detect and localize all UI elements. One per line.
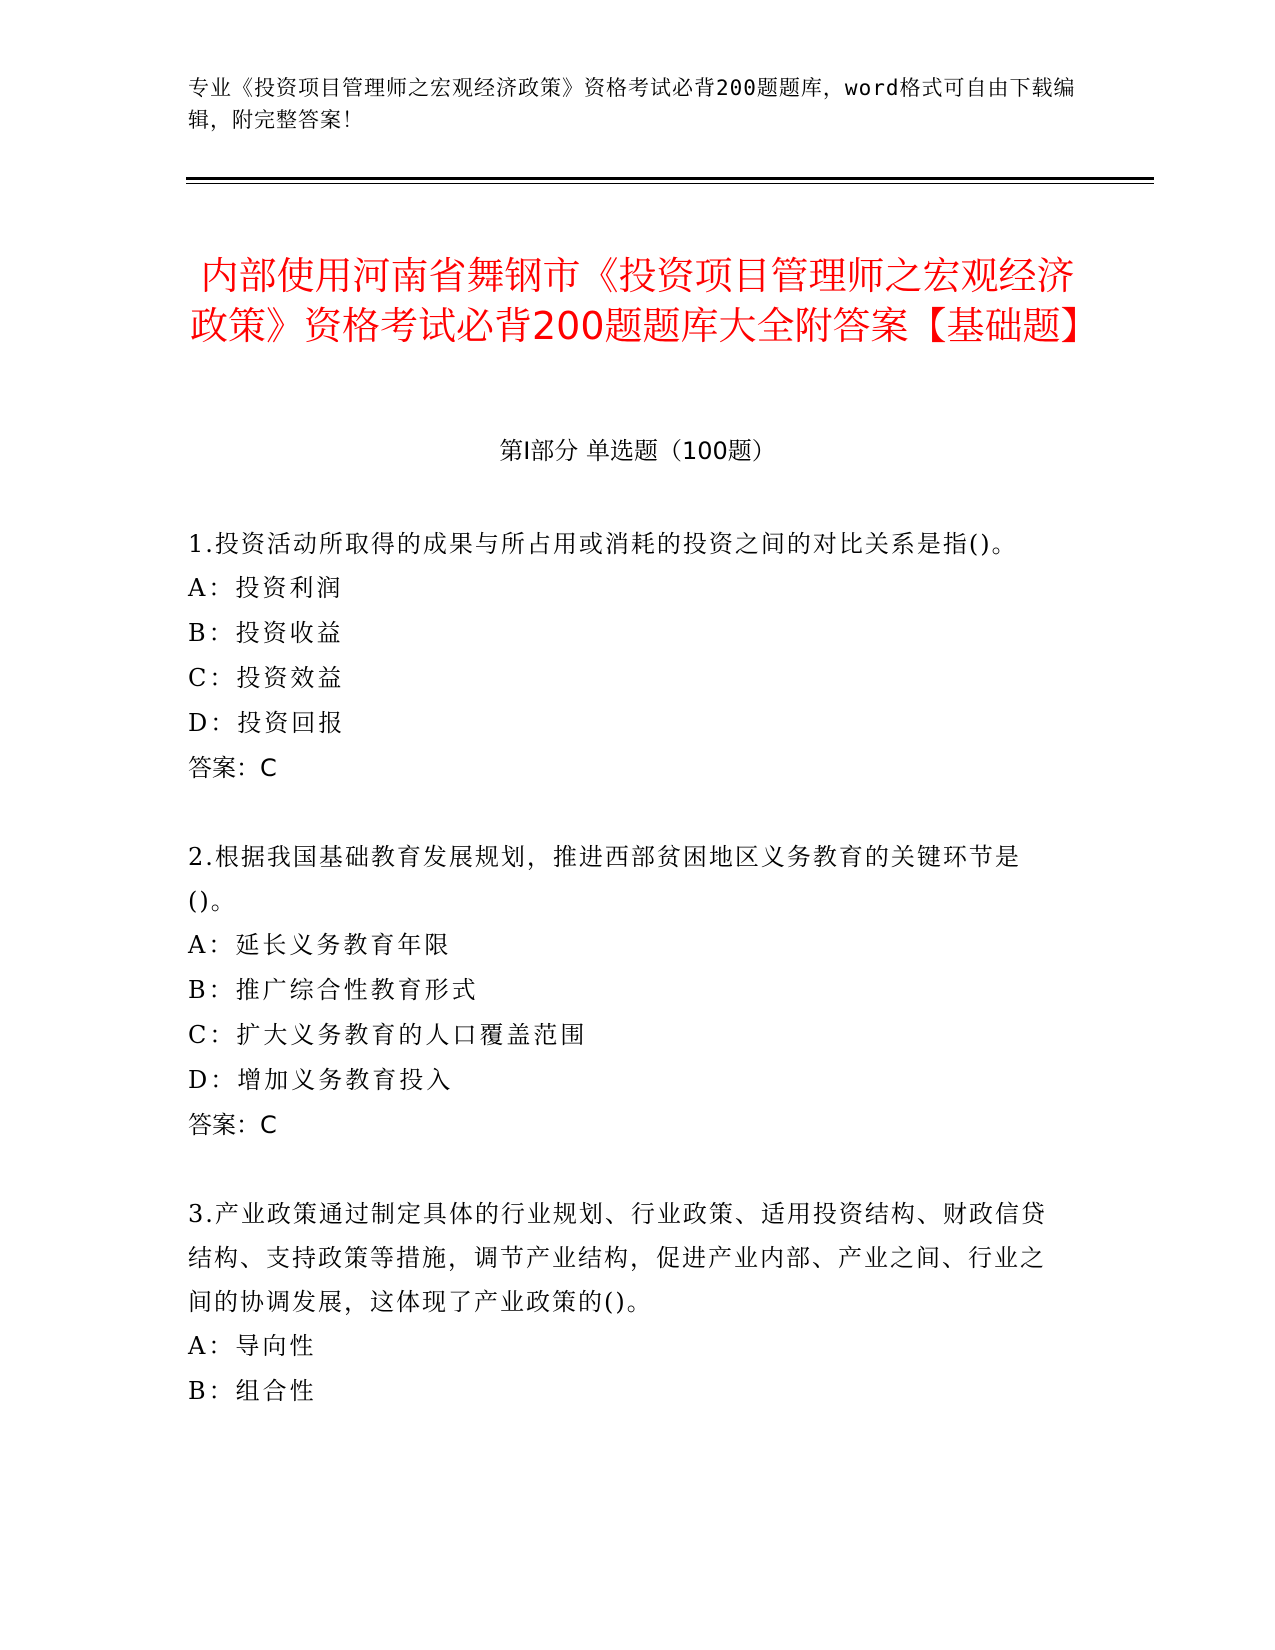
option-b: B：组合性 [188,1377,317,1405]
header-divider-thick [186,177,1154,180]
option-b: B：投资收益 [188,619,344,647]
question-3 [188,1192,1068,1414]
question-stem: 2.根据我国基础教育发展规划，推进西部贫困地区义务教育的关键环节是()。 [188,843,1021,915]
question-2 [188,835,1068,1148]
header-note: 专业《投资项目管理师之宏观经济政策》资格考试必背200题题库，word格式可自由下载编辑，附完整答案！ [188,76,1076,132]
question-list [188,522,1068,1458]
question-stem: 1.投资活动所取得的成果与所占用或消耗的投资之间的对比关系是指()。 [188,530,1018,558]
question-1 [188,522,1068,791]
answer: 答案：C [188,1111,277,1139]
question-stem: 3.产业政策通过制定具体的行业规划、行业政策、适用投资结构、财政信贷结构、支持政策等措施，调节产业结构，促进产业内部、产业之间、行业之间的协调发展，这体现了产业政策的()。 [188,1200,1047,1316]
option-a: A：投资利润 [188,574,344,602]
option-a: A：延长义务教育年限 [188,931,452,959]
header-divider-thin [186,183,1154,184]
answer: 答案：C [188,754,277,782]
option-d: D：投资回报 [188,709,346,737]
option-b: B：推广综合性教育形式 [188,976,479,1004]
document-title: 内部使用河南省舞钢市《投资项目管理师之宏观经济政策》资格考试必背200题题库大全附答案【基础题】 [190,254,1099,349]
section-title: 第Ⅰ部分 单选题（100题） [499,437,776,465]
option-c: C：投资效益 [188,664,345,692]
option-d: D：增加义务教育投入 [188,1066,454,1094]
option-a: A：导向性 [188,1332,317,1360]
option-c: C：扩大义务教育的人口覆盖范围 [188,1021,588,1049]
